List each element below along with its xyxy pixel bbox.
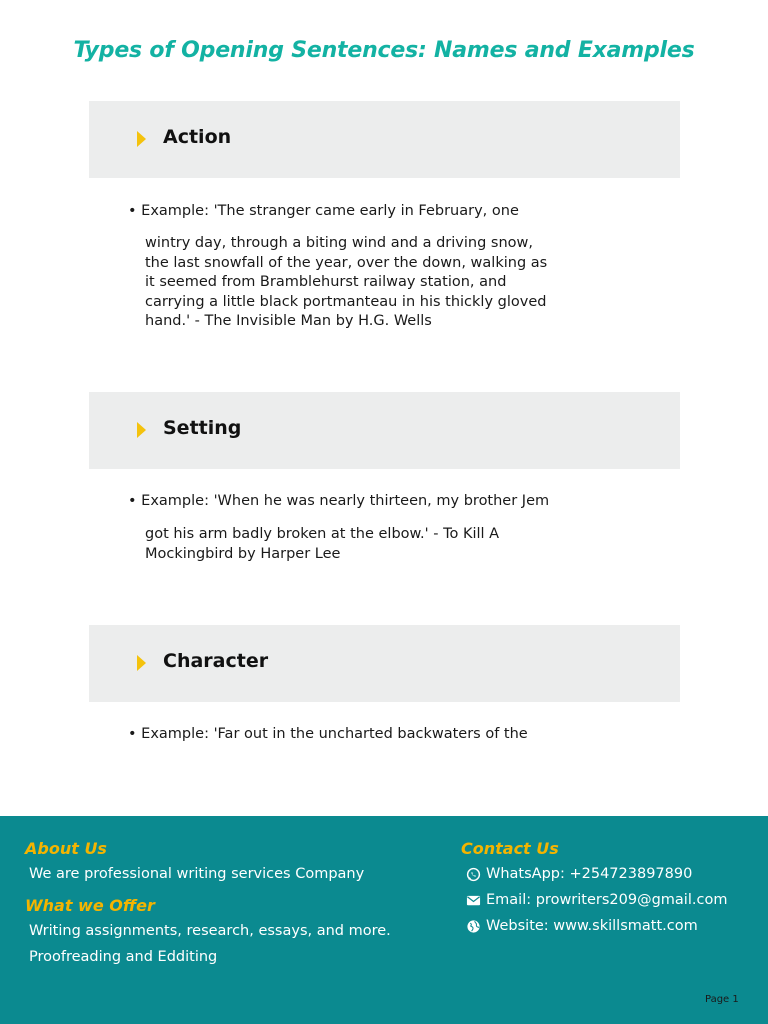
section-header-setting <box>89 392 680 469</box>
email-text: Email: prowriters209@gmail.com <box>486 892 728 908</box>
section-heading: Setting <box>163 417 242 439</box>
offer-heading: What we Offer <box>25 896 155 915</box>
section-header-action <box>89 101 680 178</box>
contact-website[interactable] <box>466 918 698 934</box>
caret-right-icon <box>137 655 146 671</box>
contact-whatsapp[interactable] <box>466 866 692 882</box>
whatsapp-icon <box>466 867 481 882</box>
caret-right-icon <box>137 422 146 438</box>
about-text: We are professional writing services Company <box>29 866 365 882</box>
caret-right-icon <box>137 131 146 147</box>
page-number: Page 1 <box>705 994 739 1005</box>
whatsapp-text: WhatsApp: +254723897890 <box>486 866 693 882</box>
section-header-character <box>89 625 680 702</box>
about-heading: About Us <box>25 839 107 858</box>
offer-item: Writing assignments, research, essays, and more. <box>29 923 391 939</box>
contact-email[interactable] <box>466 892 727 908</box>
contact-heading: Contact Us <box>461 839 559 858</box>
example-text: wintry day, through a biting wind and a driving snow, the last snowfall of the year, over the down, walking as it seemed from Bramblehurst railway station, and carrying a little black portmanteau in his thickly gloved hand.' - The Invisible Man by H.G. Wells <box>145 235 548 329</box>
example-text: got his arm badly broken at the elbow.' - To Kill A Mockingbird by Harper Lee <box>145 526 500 562</box>
footer <box>0 816 768 1024</box>
example-first-line: • Example: 'Far out in the uncharted backwaters of the <box>128 726 528 742</box>
section-heading: Action <box>163 126 232 148</box>
example-first-line: • Example: 'When he was nearly thirteen, my brother Jem <box>128 493 550 509</box>
section-heading: Character <box>163 650 269 672</box>
example-first-line: • Example: 'The stranger came early in February, one <box>128 203 519 219</box>
envelope-icon <box>466 893 481 908</box>
globe-icon <box>466 919 481 934</box>
website-text: Website: www.skillsmatt.com <box>486 918 698 934</box>
offer-item: Proofreading and Edditing <box>29 949 218 965</box>
page-title: Types of Opening Sentences: Names and Examples <box>73 38 695 63</box>
